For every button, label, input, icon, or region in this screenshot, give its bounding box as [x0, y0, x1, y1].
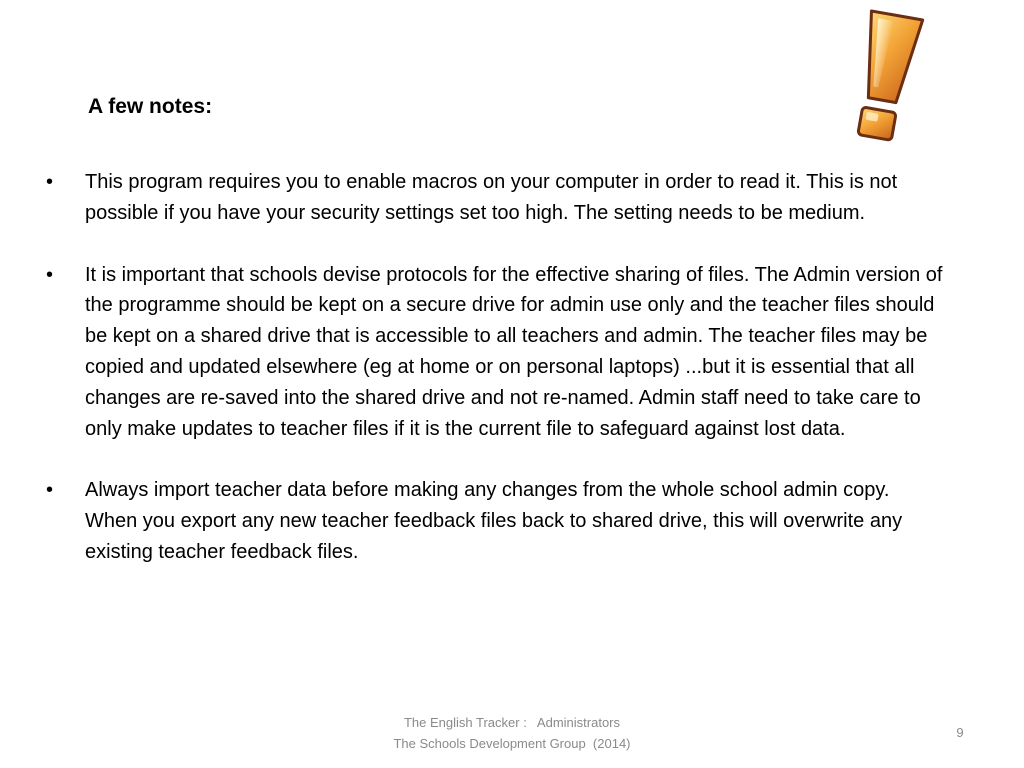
exclamation-mark-icon	[838, 8, 928, 148]
bullet-marker: •	[46, 263, 54, 286]
footer-line-copyright: The Schools Development Group (2014)	[393, 736, 631, 751]
slide-title: A few notes:	[88, 95, 213, 118]
bullet-text: Always import teacher data before making any changes from the whole school admin copy. When you export any new teacher feedback files back to shared drive, this will overwrite any existing teacher feedback files.	[85, 479, 903, 563]
list-item	[44, 475, 944, 567]
page-number: 9	[956, 725, 964, 740]
bullet-marker: •	[46, 171, 54, 193]
list-item	[44, 260, 944, 445]
slide-footer	[312, 712, 712, 754]
bullet-marker: •	[46, 479, 54, 502]
list-item	[44, 167, 944, 229]
notes-list	[44, 167, 944, 599]
bullet-text: This program requires you to enable macros on your computer in order to read it. This is not possible if you have your security settings set too high. The setting needs to be medium.	[85, 171, 898, 224]
bullet-text: It is important that schools devise protocols for the effective sharing of files. The Admin version of the programme should be kept on a secure drive for admin use only and the teacher files should be kept on a shared drive that is accessible to all teachers and admin. The teacher files may be copied and updated elsewhere (eg at home or on personal laptops) ...but it is essential that all changes are re-saved into the shared drive and not re-named. Admin staff need to take care to only make updates to teacher files if it is the current file to safeguard against lost data.	[85, 263, 943, 440]
footer-line-title: The English Tracker : Administrators	[403, 715, 621, 730]
